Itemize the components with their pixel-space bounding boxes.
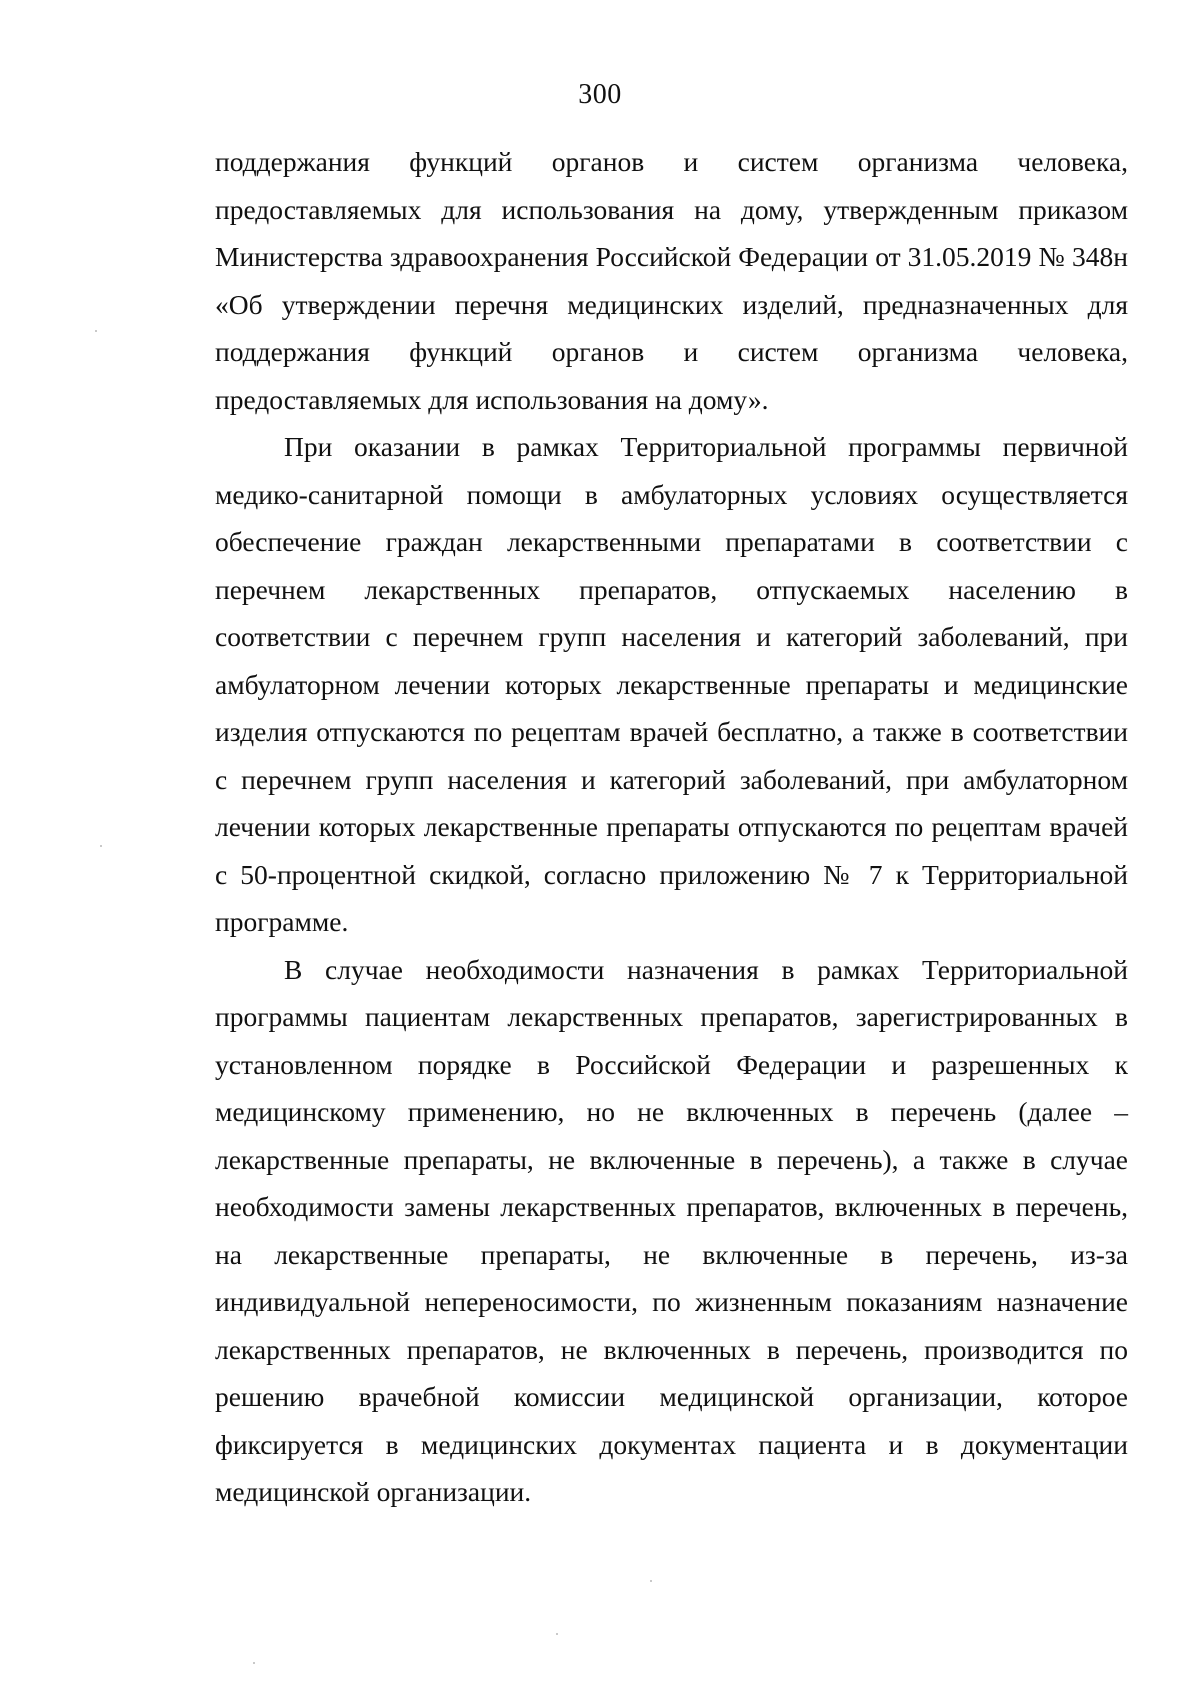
page-number: 300 — [578, 79, 622, 110]
scan-speck — [253, 1662, 255, 1664]
document-body — [215, 138, 1128, 1516]
paragraph-continuation: поддержания функций органов и систем организма человека, предоставляемых для использования на дому, утвержденным приказом Министерства здравоохранения Российской Федерации от 31.05.2019 № 348н «Об утверждении перечня медицинских изделий, предназначенных для поддержания функций органов и систем организма человека, предоставляемых для использования на дому». — [215, 146, 1128, 415]
paragraph-unlisted-drugs: В случае необходимости назначения в рамках Территориальной программы пациентам лекарственных препаратов, зарегистрированных в установленном порядке в Российской Федерации и разрешенных к медицинскому применению, но не включенных в перечень (далее – лекарственные препараты, не включенные в перечень), а также в случае необходимости замены лекарственных препаратов, включенных в перечень, на лекарственные препараты, не включенные в перечень, из-за индивидуальной непереносимости, по жизненным показаниям назначение лекарственных препаратов, не включенных в перечень, производится по решению врачебной комиссии медицинской организации, которое фиксируется в медицинских документах пациента и в документации медицинской организации. — [215, 953, 1128, 1507]
paragraph-drug-provision: При оказании в рамках Территориальной программы первичной медико-санитарной помощи в амбулаторных условиях осуществляется обеспечение граждан лекарственными препаратами в соответствии с перечнем лекарственных препаратов, отпускаемых населению в соответствии с перечнем групп населения и категорий заболеваний, при амбулаторном лечении которых лекарственные препараты и медицинские изделия отпускаются по рецептам врачей бесплатно, а также в соответствии с перечнем групп населения и категорий заболеваний, при амбулаторном лечении которых лекарственные препараты отпускаются по рецептам врачей с 50-процентной скидкой, согласно приложению № 7 к Территориальной программе. — [215, 431, 1128, 937]
scan-speck — [100, 845, 102, 847]
scan-speck — [556, 1633, 558, 1635]
scan-speck — [650, 1580, 652, 1582]
scan-speck — [95, 330, 97, 332]
